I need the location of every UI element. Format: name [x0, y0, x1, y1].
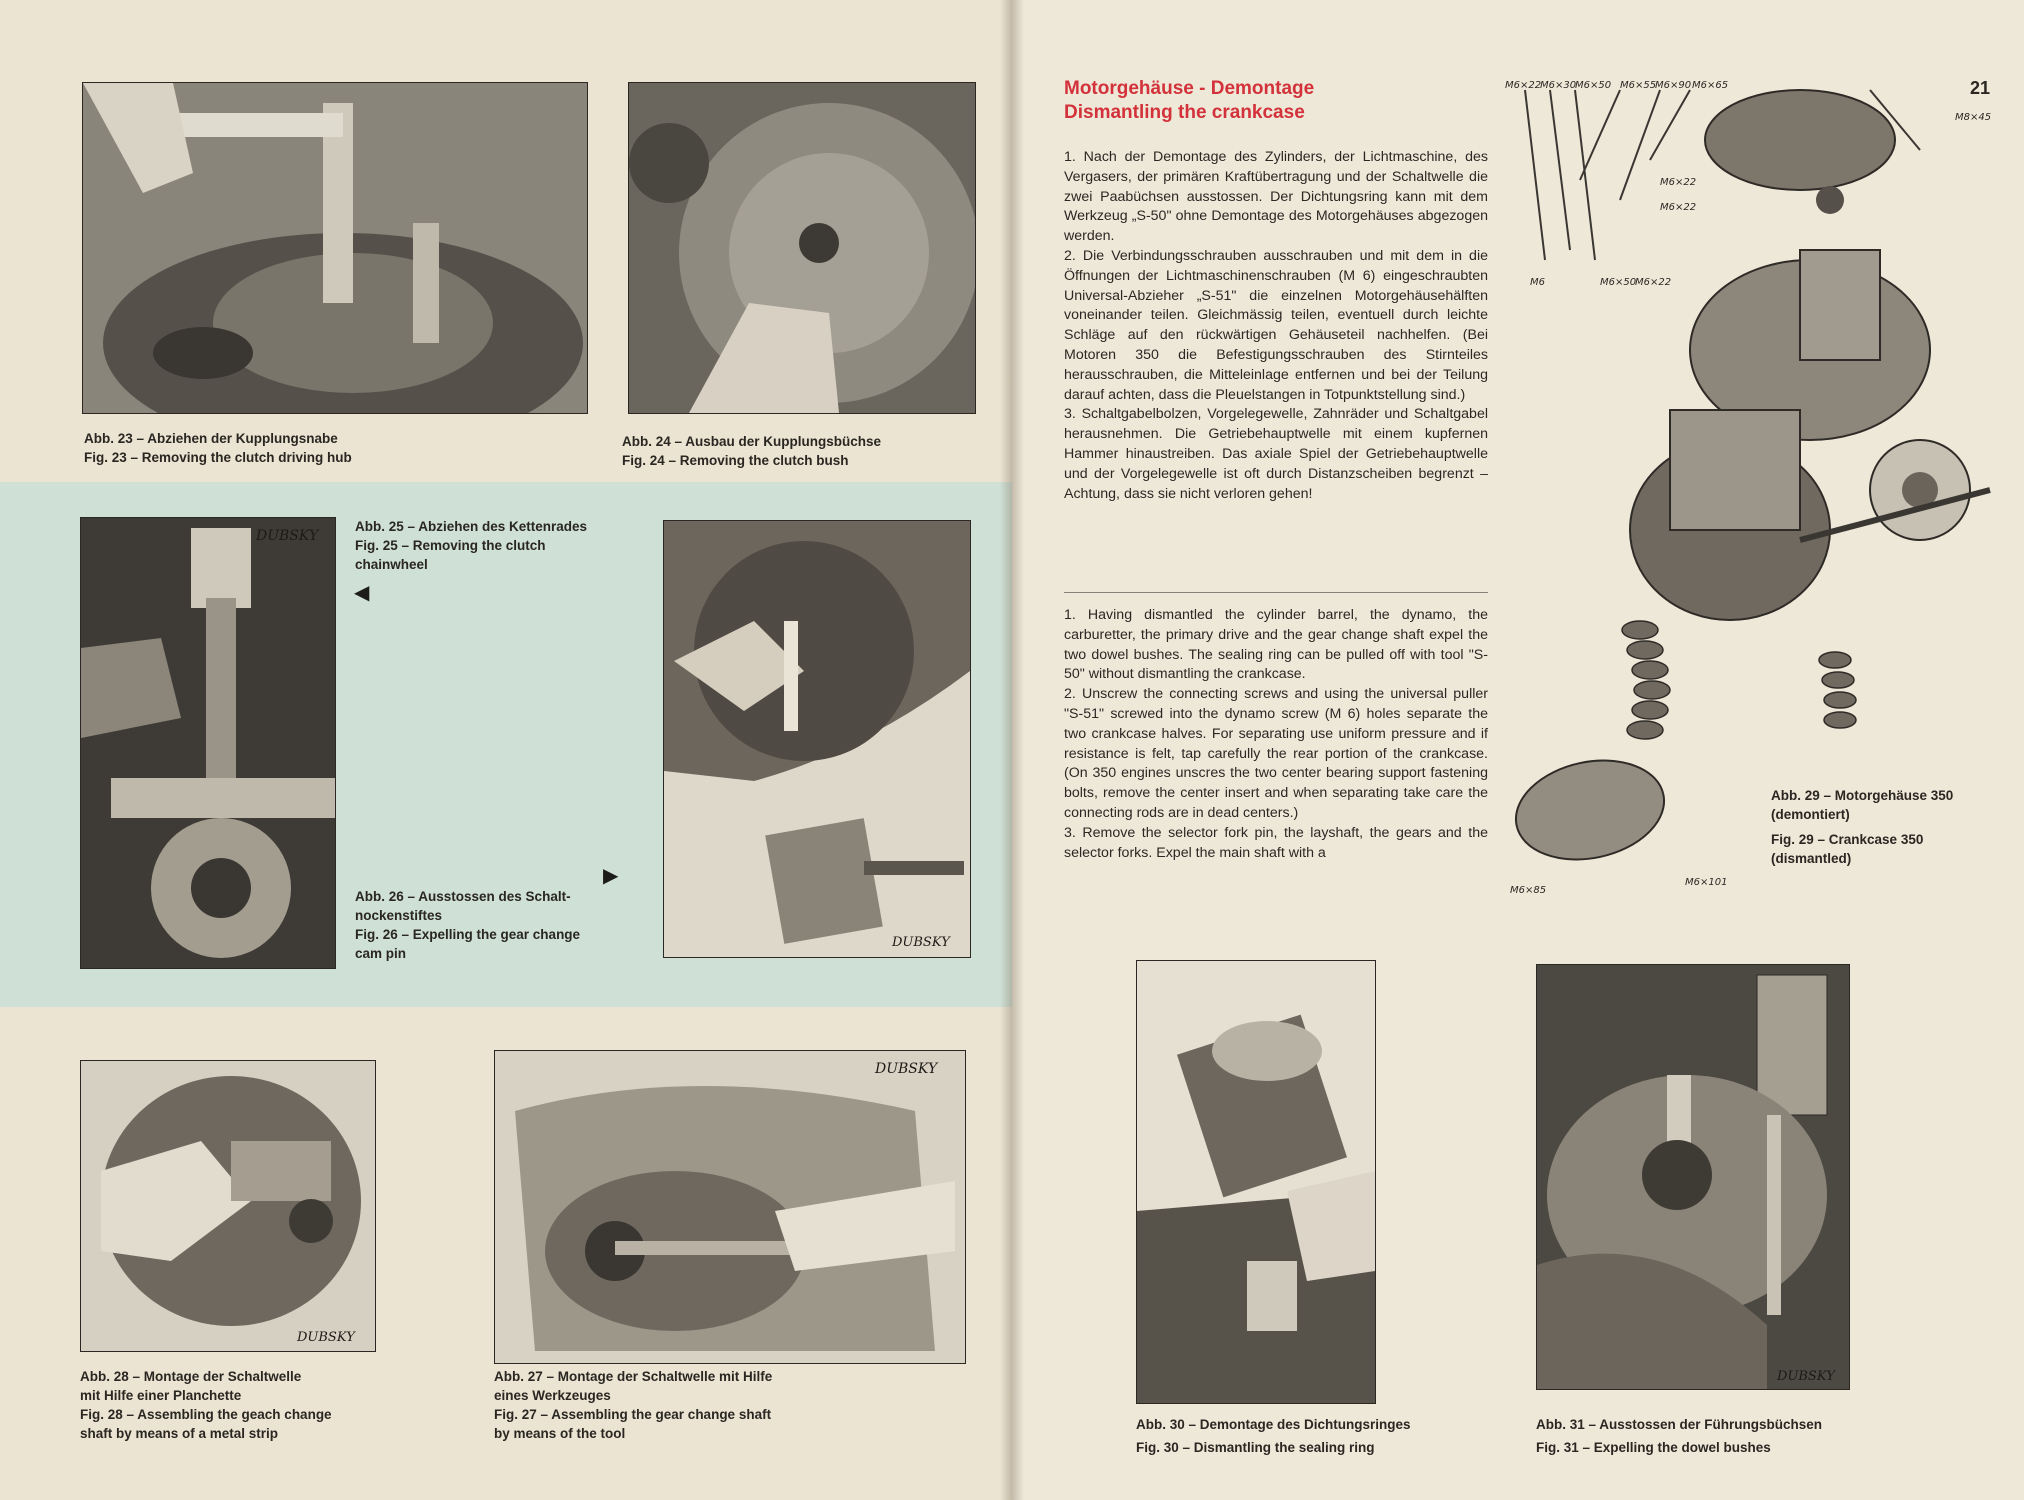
page-number: 21 — [1970, 78, 1991, 98]
caption-line: Abb. 23 – Abziehen der Kupplungsnabe — [84, 431, 338, 446]
caption-line: Abb. 26 – Ausstossen des Schalt- — [355, 889, 571, 904]
figure-31-caption — [1536, 1415, 1822, 1457]
diagram-label: M6×90 — [1655, 80, 1692, 91]
caption-line: mit Hilfe einer Planchette — [80, 1388, 242, 1403]
diagram-label: M6×30 — [1540, 80, 1577, 91]
figure-23-caption — [84, 429, 352, 467]
figure-23-photo — [82, 82, 588, 414]
figure-25-signature: DUBSKY — [256, 528, 319, 544]
caption-line: Fig. 28 – Assembling the geach change — [80, 1407, 332, 1422]
figure-28-photo — [80, 1060, 376, 1352]
figure-24-photo — [628, 82, 976, 414]
paragraph: 2. Die Verbindungsschrauben ausschrauben und mit dem in die Öffnungen der Lichtmaschinenschrauben (M 6) eingeschraubten Universal-Abzieher „S-51" die einzelnen Motorgehäusehälften voneinander teilen. Gleichmässig teilen, eventuell durch leichte Schläge auf den rückwärtigen Gehäuseteil nachhelfen. (Bei Motoren 350 die Befestigungsschrauben des Stirnteiles herausschrauben, die Mitteleinlage entfernen und bei der Teilung darauf achten, dass die Pleuelstangen in Totpunktstellung sind.) — [1064, 247, 1488, 403]
diagram-label: M6×50 — [1600, 277, 1637, 288]
diagram-label: M6×85 — [1510, 885, 1547, 896]
paragraph: 1. Having dismantled the cylinder barrel, the dynamo, the carburetter, the primary drive and the gear change shaft expel the two dowel bushes. The sealing ring can be pulled off with tool "S-50" without dismantling the crankcase. — [1064, 607, 1488, 683]
caption-line: Abb. 24 – Ausbau der Kupplungsbüchse — [622, 434, 882, 449]
caption-line: Abb. 27 – Montage der Schaltwelle mit Hilfe — [494, 1369, 773, 1384]
figure-29-caption — [1771, 786, 1953, 868]
figure-27-photo — [494, 1050, 966, 1364]
english-instructions — [1064, 606, 1488, 863]
divider — [1064, 592, 1488, 593]
heading-german: Motorgehäuse - Demontage — [1064, 78, 1315, 99]
caption-line: eines Werkzeuges — [494, 1388, 611, 1403]
figure-31-signature: DUBSKY — [1777, 1369, 1835, 1384]
diagram-label: M6×65 — [1692, 80, 1729, 91]
figure-27-caption — [494, 1367, 772, 1443]
diagram-label: M6 — [1530, 277, 1545, 288]
caption-line: Fig. 23 – Removing the clutch driving hub — [84, 450, 352, 465]
german-instructions — [1064, 148, 1488, 504]
page-gutter — [1000, 0, 1024, 1500]
caption-line: cam pin — [355, 946, 407, 961]
caption-line: Fig. 27 – Assembling the gear change shaft — [494, 1407, 772, 1422]
diagram-label: M6×55 — [1620, 80, 1657, 91]
arrow-left-icon: ◀ — [354, 582, 370, 604]
caption-line: (dismantled) — [1771, 851, 1852, 866]
caption-line: shaft by means of a metal strip — [80, 1426, 279, 1441]
figure-25-caption — [355, 517, 587, 574]
caption-line: Fig. 24 – Removing the clutch bush — [622, 453, 849, 468]
diagram-label: M8×45 — [1955, 112, 1992, 123]
caption-line: Fig. 31 – Expelling the dowel bushes — [1536, 1440, 1771, 1455]
figure-24-caption — [622, 432, 881, 470]
figure-26-caption — [355, 887, 580, 963]
figure-26-signature: DUBSKY — [892, 935, 950, 950]
paragraph: 1. Nach der Demontage des Zylinders, der Lichtmaschine, des Vergasers, der primären Kraftübertragung und der Schaltwelle die zwei Paabüchsen ausstossen. Der Dichtungsring kann mit dem Werkzeug „S-50" ohne Demontage des Motorgehäuses abgezogen werden. — [1064, 149, 1488, 245]
caption-line: Abb. 31 – Ausstossen der Führungsbüchsen — [1536, 1417, 1823, 1432]
diagram-label: M6×101 — [1685, 877, 1728, 888]
figure-30-caption — [1136, 1415, 1411, 1457]
caption-line: nockenstiftes — [355, 908, 443, 923]
diagram-label: M6×50 — [1575, 80, 1612, 91]
caption-line: chainwheel — [355, 557, 428, 572]
caption-line: (demontiert) — [1771, 807, 1850, 822]
heading-english: Dismantling the crankcase — [1064, 102, 1305, 123]
paragraph: 2. Unscrew the connecting screws and using the universal puller "S-51" screwed into the dynamo screw (M 6) holes separate the two crankcase halves. For separating use uniform pressure and if resistance is felt, tap carefully the rear portion of the crankcase. (On 350 engines unscres the two center bearing support fastening bolts, remove the center insert and when separating take care the connecting rods are in dead centers.) — [1064, 686, 1488, 821]
diagram-label: M6×22 — [1635, 277, 1672, 288]
caption-line: Abb. 29 – Motorgehäuse 350 — [1771, 788, 1954, 803]
caption-line: Fig. 30 – Dismantling the sealing ring — [1136, 1440, 1375, 1455]
exploded-crankcase-diagram — [1500, 70, 2000, 910]
diagram-label: M6×22 — [1660, 202, 1697, 213]
diagram-label: M6×22 — [1660, 177, 1697, 188]
figure-27-signature: DUBSKY — [875, 1061, 938, 1077]
figure-26-photo — [663, 520, 971, 958]
paragraph: 3. Remove the selector fork pin, the layshaft, the gears and the selector forks. Expel the main shaft with a — [1064, 824, 1488, 861]
caption-line: Fig. 29 – Crankcase 350 — [1771, 832, 1924, 847]
figure-25-photo — [80, 517, 336, 969]
diagram-label: M6×22 — [1505, 80, 1542, 91]
paragraph: 3. Schaltgabelbolzen, Vorgelegewelle, Zahnräder und Schaltgabel herausnehmen. Die Getriebehauptwelle mit einem kupfernen Hammer hinaustreiben. Das axiale Spiel der Getriebehauptwelle und der Vorgelegewelle ist oft durch Distanzscheiben begrenzt – Achtung, dass sie nicht verloren gehen! — [1064, 406, 1488, 502]
figure-28-signature: DUBSKY — [297, 1330, 355, 1345]
caption-line: Fig. 26 – Expelling the gear change — [355, 927, 581, 942]
figure-31-photo — [1536, 964, 1850, 1390]
section-heading — [1064, 77, 1314, 125]
figure-28-caption — [80, 1367, 332, 1443]
caption-line: Abb. 30 – Demontage des Dichtungsringes — [1136, 1417, 1411, 1432]
caption-line: by means of the tool — [494, 1426, 626, 1441]
caption-line: Abb. 25 – Abziehen des Kettenrades — [355, 519, 588, 534]
caption-line: Fig. 25 – Removing the clutch — [355, 538, 546, 553]
arrow-right-icon: ▶ — [603, 865, 619, 887]
figure-30-photo — [1136, 960, 1376, 1404]
caption-line: Abb. 28 – Montage der Schaltwelle — [80, 1369, 302, 1384]
